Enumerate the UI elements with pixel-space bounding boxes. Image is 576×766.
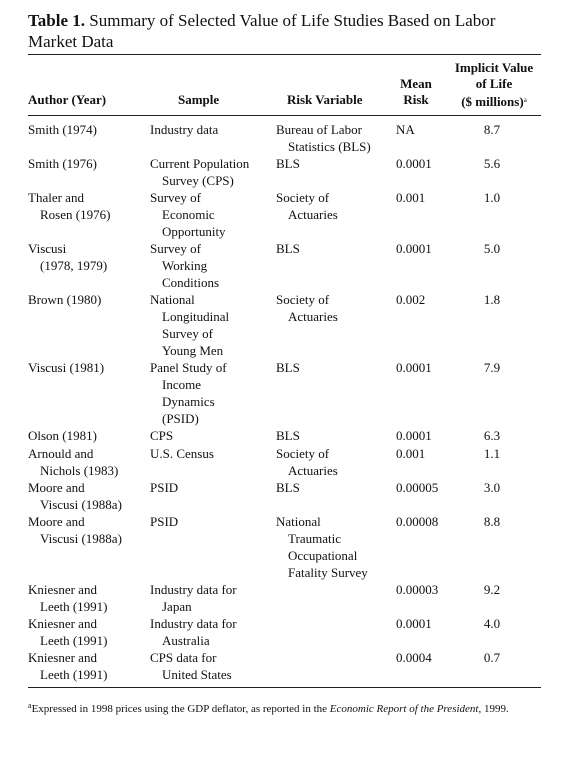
cell-mean-risk: 0.00005 [396, 480, 439, 495]
cell-implicit-value: 4.0 [483, 616, 501, 631]
cell-sample-line: Economic [162, 207, 215, 222]
cell-risk-variable-line: Bureau of Labor [276, 122, 362, 137]
header-mean-risk-line1: Mean [400, 76, 432, 91]
cell-sample-line: Survey (CPS) [162, 173, 234, 188]
cell-sample-line: Panel Study of [150, 360, 227, 375]
cell-author [28, 649, 148, 683]
cell-sample-line: Longitudinal [162, 309, 230, 324]
table-title [28, 10, 548, 52]
cell-mean-risk: 0.0004 [396, 650, 432, 665]
cell-mean-risk: 0.0001 [396, 360, 432, 375]
header-ivl-footnote-mark: a [523, 96, 527, 104]
cell-mean-risk: 0.001 [396, 446, 426, 461]
cell-mean-risk: 0.002 [396, 292, 426, 307]
cell-risk-variable-line: BLS [276, 156, 300, 171]
cell-risk-variable [276, 240, 386, 257]
cell-sample-line: Japan [162, 599, 192, 614]
cell-risk-variable [276, 121, 386, 155]
cell-mean-risk: 0.0001 [396, 241, 432, 256]
cell-sample [150, 189, 270, 240]
cell-risk-variable-line: Actuaries [288, 207, 338, 222]
cell-implicit-value: 1.0 [483, 190, 501, 205]
cell-sample [150, 291, 270, 359]
cell-author-line: Kniesner and [28, 582, 97, 597]
cell-sample-line: Survey of [150, 241, 201, 256]
cell-sample-line: Australia [162, 633, 210, 648]
cell-mean-risk: NA [396, 122, 415, 137]
footnote-mark: a [28, 701, 32, 710]
cell-sample-line: PSID [150, 514, 179, 529]
cell-implicit-value: 7.9 [483, 360, 501, 375]
header-ivl-line3: ($ millions) [461, 94, 524, 109]
cell-risk-variable-line: Actuaries [288, 463, 338, 478]
bottom-rule [28, 687, 541, 688]
cell-author-line: Nichols (1983) [40, 463, 119, 478]
cell-author [28, 240, 148, 274]
cell-author [28, 121, 148, 138]
cell-sample [150, 445, 270, 462]
cell-author [28, 513, 148, 547]
cell-author-line: Arnould and [28, 446, 94, 461]
cell-author [28, 359, 148, 376]
cell-sample-line: Survey of [150, 190, 201, 205]
cell-author [28, 291, 148, 308]
cell-mean-risk: 0.001 [396, 190, 426, 205]
cell-sample-line: U.S. Census [150, 446, 214, 461]
cell-sample [150, 649, 270, 683]
cell-risk-variable [276, 479, 386, 496]
cell-author [28, 479, 148, 513]
cell-author-line: Moore and [28, 514, 85, 529]
table-label: Table 1. [28, 11, 86, 30]
cell-risk-variable [276, 291, 386, 325]
cell-risk-variable [276, 427, 386, 444]
cell-sample [150, 240, 270, 291]
table-title-text: Summary of Selected Value of Life Studies Based on Labor Market Data [28, 11, 496, 51]
cell-risk-variable-line: Society of [276, 190, 330, 205]
header-mean-risk [391, 76, 441, 108]
cell-author [28, 445, 148, 479]
footnote-text-after: , 1999. [478, 703, 509, 715]
cell-implicit-value: 8.8 [483, 514, 501, 529]
header-mean-risk-line2: Risk [403, 92, 429, 107]
footnote-text-before: Expressed in 1998 prices using the GDP deflator, as reported in the [31, 703, 330, 715]
cell-sample-line: Industry data for [150, 616, 237, 631]
cell-implicit-value: 1.8 [483, 292, 501, 307]
cell-author [28, 189, 148, 223]
cell-sample [150, 427, 270, 444]
cell-sample-line: Income [162, 377, 201, 392]
header-sample: Sample [178, 92, 220, 107]
cell-sample-line: CPS data for [150, 650, 217, 665]
cell-implicit-value: 8.7 [483, 122, 501, 137]
cell-sample [150, 513, 270, 530]
cell-sample-line: National [150, 292, 195, 307]
cell-risk-variable-line: Society of [276, 292, 330, 307]
cell-sample-line: Industry data for [150, 582, 237, 597]
cell-risk-variable-line: Statistics (BLS) [288, 139, 371, 154]
top-rule [28, 54, 541, 55]
cell-author-line: Viscusi (1981) [28, 360, 105, 375]
header-risk-variable: Risk Variable [287, 92, 363, 107]
cell-author-line: Thaler and [28, 190, 84, 205]
cell-author-line: Olson (1981) [28, 428, 97, 443]
header-ivl-line1: Implicit Value [454, 60, 534, 75]
cell-author-line: Viscusi [28, 241, 67, 256]
cell-sample-line: (PSID) [162, 411, 199, 426]
cell-sample [150, 155, 270, 189]
cell-mean-risk: 0.0001 [396, 156, 432, 171]
cell-author-line: Moore and [28, 480, 85, 495]
cell-sample-line: Opportunity [162, 224, 226, 239]
cell-risk-variable-line: BLS [276, 241, 300, 256]
cell-author-line: (1978, 1979) [40, 258, 108, 273]
cell-author [28, 581, 148, 615]
cell-author-line: Viscusi (1988a) [40, 531, 122, 546]
cell-author-line: Viscusi (1988a) [40, 497, 122, 512]
cell-mean-risk: 0.00008 [396, 514, 439, 529]
cell-author-line: Smith (1974) [28, 122, 97, 137]
header-ivl-line2: of Life [475, 76, 513, 91]
cell-sample [150, 121, 270, 138]
cell-mean-risk: 0.00003 [396, 582, 439, 597]
cell-implicit-value: 0.7 [483, 650, 501, 665]
cell-mean-risk: 0.0001 [396, 428, 432, 443]
cell-sample [150, 359, 270, 427]
cell-author-line: Rosen (1976) [40, 207, 111, 222]
cell-author-line: Leeth (1991) [40, 667, 108, 682]
header-implicit-value [446, 60, 542, 110]
cell-implicit-value: 6.3 [483, 428, 501, 443]
cell-author [28, 427, 148, 444]
cell-sample-line: CPS [150, 428, 174, 443]
cell-risk-variable-line: BLS [276, 360, 300, 375]
cell-risk-variable [276, 359, 386, 376]
cell-implicit-value: 5.6 [483, 156, 501, 171]
cell-risk-variable-line: BLS [276, 480, 300, 495]
cell-author [28, 615, 148, 649]
cell-implicit-value: 3.0 [483, 480, 501, 495]
cell-risk-variable [276, 513, 386, 581]
footnote [28, 697, 543, 718]
cell-author-line: Kniesner and [28, 616, 97, 631]
cell-implicit-value: 9.2 [483, 582, 501, 597]
cell-sample-line: Survey of [162, 326, 213, 341]
cell-author [28, 155, 148, 172]
cell-sample [150, 479, 270, 496]
cell-sample [150, 581, 270, 615]
footnote-italic: Economic Report of the President [329, 703, 479, 715]
cell-sample-line: Dynamics [162, 394, 215, 409]
cell-author-line: Smith (1976) [28, 156, 97, 171]
cell-implicit-value: 5.0 [483, 241, 501, 256]
cell-implicit-value: 1.1 [483, 446, 501, 461]
cell-risk-variable-line: Society of [276, 446, 330, 461]
cell-sample [150, 615, 270, 649]
cell-risk-variable [276, 189, 386, 223]
cell-author-line: Kniesner and [28, 650, 97, 665]
cell-risk-variable [276, 445, 386, 479]
cell-sample-line: PSID [150, 480, 179, 495]
cell-risk-variable-line: Fatality Survey [288, 565, 368, 580]
cell-sample-line: Industry data [150, 122, 219, 137]
cell-risk-variable-line: National [276, 514, 321, 529]
header-rule [28, 115, 541, 116]
cell-risk-variable-line: Occupational [288, 548, 358, 563]
cell-sample-line: Conditions [162, 275, 220, 290]
cell-sample-line: United States [162, 667, 232, 682]
cell-risk-variable-line: BLS [276, 428, 300, 443]
cell-author-line: Brown (1980) [28, 292, 102, 307]
cell-mean-risk: 0.0001 [396, 616, 432, 631]
cell-risk-variable-line: Actuaries [288, 309, 338, 324]
header-author: Author (Year) [28, 92, 107, 107]
cell-risk-variable-line: Traumatic [288, 531, 341, 546]
cell-risk-variable [276, 155, 386, 172]
cell-sample-line: Current Population [150, 156, 250, 171]
cell-author-line: Leeth (1991) [40, 599, 108, 614]
cell-sample-line: Young Men [162, 343, 224, 358]
cell-sample-line: Working [162, 258, 208, 273]
cell-author-line: Leeth (1991) [40, 633, 108, 648]
